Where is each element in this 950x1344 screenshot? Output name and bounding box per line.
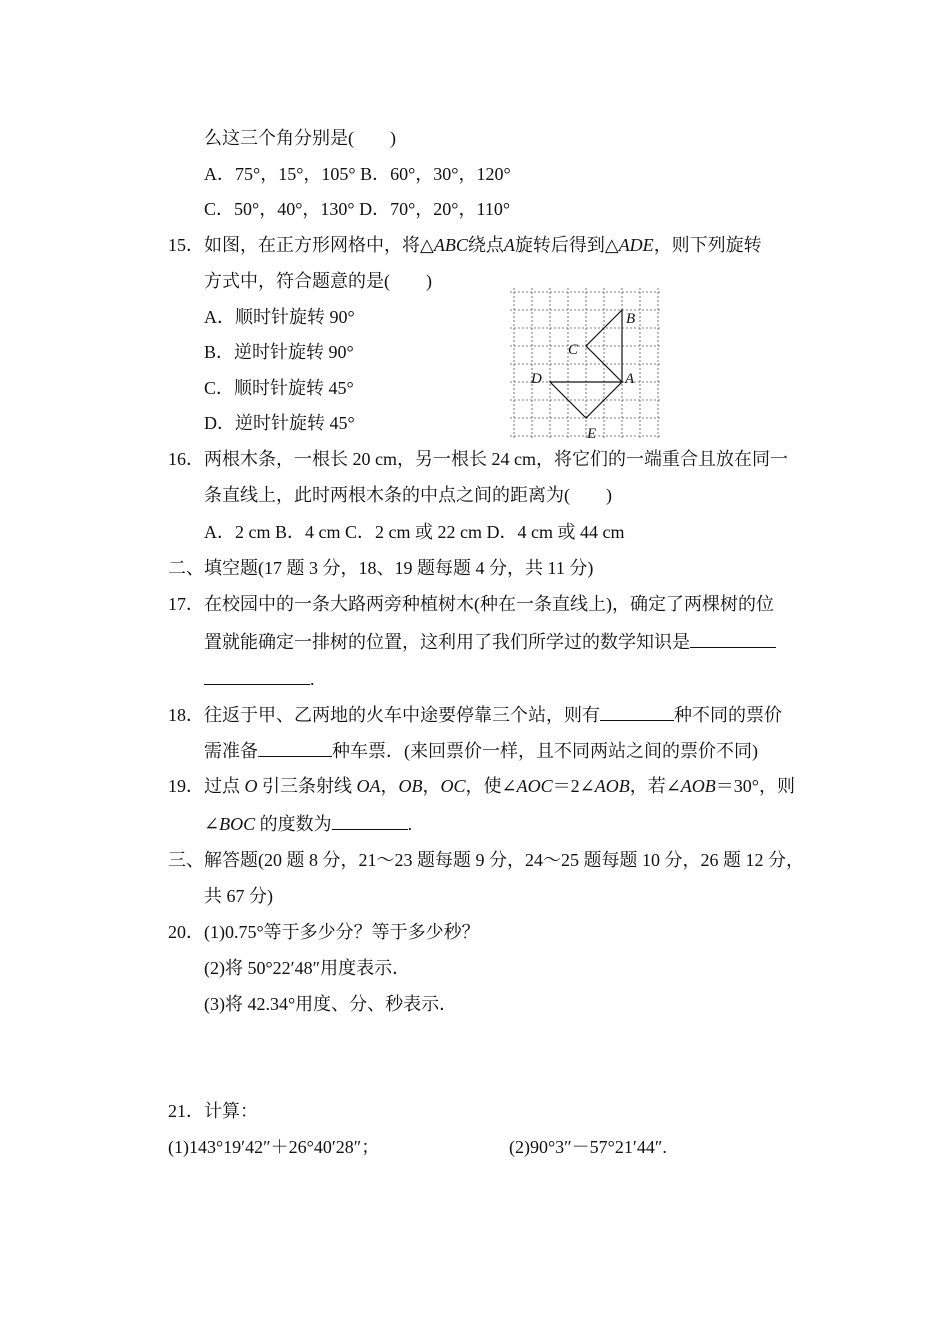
q17-line2: 置就能确定一排树的位置，这利用了我们所学过的数学知识是 [204,629,776,654]
q14-options-ab: A．75°，15°，105° B．60°，30°，120° [204,164,511,184]
q17-answer-blank-1[interactable] [690,629,776,648]
q16-line2: 条直线上，此时两根木条的中点之间的距离为( ) [204,485,612,505]
q15-option-b: B．逆时针旋转 90° [204,342,354,362]
q21-part2: (2)90°3″－57°21′44″. [509,1137,667,1157]
q19-number: 19． [168,776,204,796]
rotation-grid-figure [510,288,660,440]
section-3-heading-cont: 共 67 分) [204,886,273,906]
q14-options-cd: C．50°，40°，130° D．70°，20°，110° [204,199,511,219]
section-3-heading: 三、解答题(20 题 8 分，21～23 题每题 9 分，24～25 题每题 10 分，26 题 12 分， [168,850,804,870]
q15-number: 15． [168,235,204,255]
q14-stem-cont: 么这三个角分别是( ) [204,128,396,148]
label-a: A [625,371,635,387]
q20-part2: (2)将 50°22′48″用度表示． [204,958,411,978]
q15-line2: 方式中，符合题意的是( ) [204,271,432,291]
q18-line1: 18．往返于甲、乙两地的火车中途要停靠三个站，则有 种不同的票价 [168,702,782,727]
q20-part1: 20．(1)0.75°等于多少分？等于多少秒？ [168,922,480,942]
q16-options: A．2 cm B．4 cm C．2 cm 或 22 cm D．4 cm 或 44 cm [204,522,625,542]
label-e: E [587,426,597,440]
label-d: D [531,371,542,387]
q18-answer-blank-2[interactable] [258,738,332,757]
q19-line2: ∠BOC 的度数为 . [204,811,412,836]
q21-heading: 21．计算： [168,1101,258,1121]
q18-number: 18． [168,705,204,725]
q16-number: 16． [168,449,204,469]
q20-number: 20． [168,922,204,942]
q16-line1: 16．两根木条，一根长 20 cm，另一根长 24 cm，将它们的一端重合且放在同一 [168,449,788,469]
q15-option-c: C．顺时针旋转 45° [204,378,354,398]
q17-line1: 17．在校园中的一条大路两旁种植树木(种在一条直线上)，确定了两棵树的位 [168,594,774,614]
label-c: C [568,342,579,358]
q15-option-a: A．顺时针旋转 90° [204,307,355,327]
q19-line1: 19．过点 O 引三条射线 OA，OB，OC，使∠AOC＝2∠AOB，若∠AOB＝30°，则 [168,776,795,796]
q15-line1: 15．如图，在正方形网格中，将△ABC绕点A旋转后得到△ADE，则下列旋转 [168,235,762,255]
q18-line2: 需准备 种车票．(来回票价一样，且不同两站之间的票价不同) [204,738,758,763]
q19-answer-blank[interactable] [332,811,408,830]
q20-part3: (3)将 42.34°用度、分、秒表示． [204,994,458,1014]
q15-option-d: D．逆时针旋转 45° [204,413,355,433]
q17-number: 17． [168,594,204,614]
section-2-heading: 二、填空题(17 题 3 分，18、19 题每题 4 分，共 11 分) [168,558,594,578]
q18-answer-blank-1[interactable] [600,702,674,721]
label-b: B [626,311,636,327]
q21-part1: (1)143°19′42″＋26°40′28″； [168,1137,380,1157]
q17-line3: . [204,666,315,691]
q17-answer-blank-2[interactable] [204,666,310,685]
